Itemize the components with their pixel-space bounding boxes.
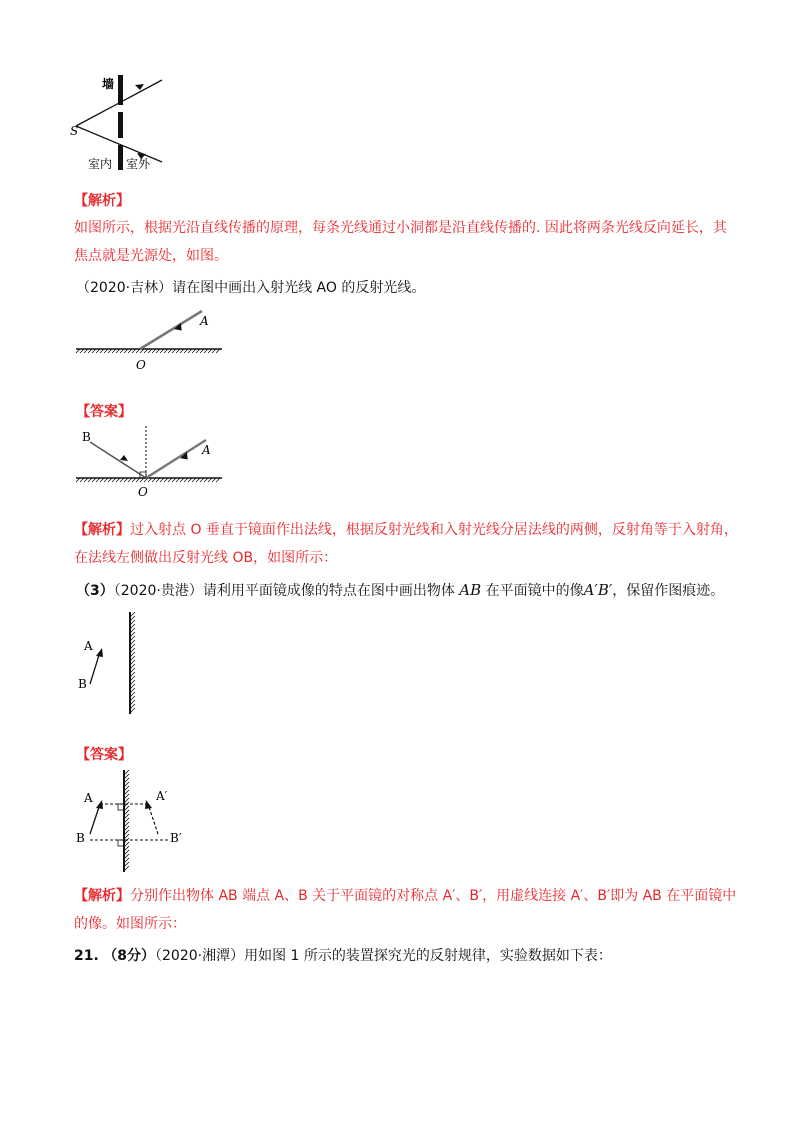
question-3-text-mid: 在平面镜中的像: [485, 583, 584, 599]
question-21-text: （2020·湘潭）用如图 1 所示的装置探究光的反射规律，实验数据如下表：: [155, 948, 612, 964]
answer-3-figure: [72, 770, 192, 875]
answer-label-o: O: [138, 485, 148, 499]
question-2-text: （2020·吉林）请在图中画出入射光线 AO 的反射光线。: [76, 280, 426, 296]
object-ab: [90, 652, 100, 684]
object-label-b: B: [78, 677, 87, 691]
answer-label-b: B: [82, 430, 91, 444]
answer-label-a: A: [202, 443, 211, 457]
question-21: [74, 946, 612, 966]
answer-label-b3: B: [76, 831, 85, 845]
pinhole-wall-figure: [66, 70, 176, 175]
object-label-a: A: [84, 639, 93, 653]
answer-incident-ray: [146, 440, 206, 478]
label-o: O: [136, 358, 146, 372]
question-3-text-pre: （2020·贵港）请利用平面镜成像的特点在图中画出物体: [113, 583, 455, 599]
wall-middle: [118, 112, 123, 138]
answer-object-ab: [90, 804, 100, 834]
answer-label-b-prime: B′: [170, 831, 182, 845]
question-21-number: 21.: [74, 948, 99, 964]
image-a2b2: [148, 804, 158, 834]
analysis-3: [74, 886, 736, 906]
analysis-3-line-2: 的像。如图所示：: [74, 916, 186, 932]
wall-lower: [118, 145, 123, 170]
answer-tag-3: 【答案】: [76, 747, 132, 763]
label-a: A: [200, 314, 209, 328]
arrow-upper: [135, 84, 144, 90]
source-label: S: [70, 124, 79, 138]
analysis-1-line-2: 焦点就是光源处，如图。: [74, 248, 228, 264]
analysis-2-line-2: 在法线左侧做出反射光线 OB，如图所示：: [74, 550, 338, 566]
question-21-score: （8分）: [103, 948, 156, 964]
wall-label: 墙: [102, 77, 115, 91]
reflected-ray: [90, 442, 146, 478]
answer-tag-2: 【答案】: [76, 404, 132, 420]
analysis-tag-3: 【解析】: [74, 888, 130, 904]
analysis-3-line-1: 分别作出物体 AB 端点 A、B 关于平面镜的对称点 A′、B′，用虚线连接 A′、B′即为 AB 在平面镜中: [130, 888, 737, 904]
answer-label-a-prime: A′: [156, 789, 168, 803]
incident-ray: [140, 311, 202, 349]
answer-2-figure: [76, 426, 226, 501]
question-2-figure: [76, 305, 226, 375]
question-3-text-post: ，保留作图痕迹。: [612, 583, 725, 599]
wall-upper: [118, 75, 123, 105]
reflected-arrow: [120, 455, 128, 461]
analysis-1-line-1: 如图所示，根据光沿直线传播的原理，每条光线通过小洞都是沿直线传播的. 因此将两条光线反向延长，其: [74, 220, 727, 236]
question-3-number: （3）: [76, 583, 114, 599]
object-arrow: [96, 648, 103, 657]
analysis-tag-2: 【解析】: [74, 522, 130, 538]
question-3: [76, 580, 724, 601]
question-3-figure: [76, 612, 156, 717]
question-2: [76, 278, 425, 298]
question-3-image: A′B′: [583, 581, 613, 599]
indoor-label: 室内: [88, 157, 113, 171]
analysis-2: [74, 520, 738, 540]
question-3-ab: AB: [459, 581, 482, 599]
answer-label-a3: A: [84, 791, 93, 805]
outdoor-label: 室外: [126, 157, 151, 171]
analysis-2-line-1: 过入射点 O 垂直于镜面作出法线，根据反射光线和入射光线分居法线的两侧，反射角等于入射角，: [130, 522, 738, 538]
analysis-tag-1: 【解析】: [74, 193, 130, 209]
